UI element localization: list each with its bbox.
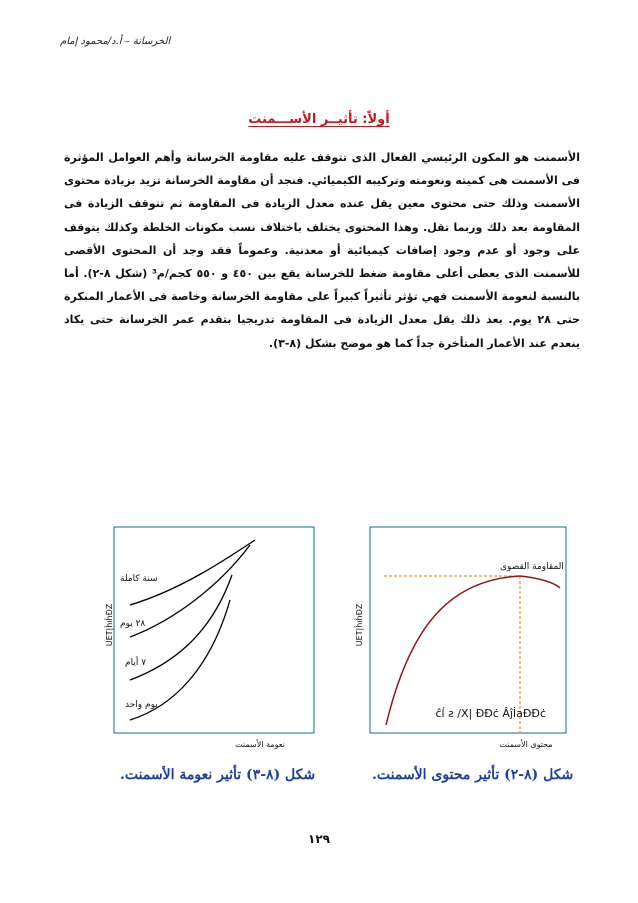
section-heading: أولاً: تأثيــر الأســـمنت <box>248 112 390 127</box>
strength-curve <box>386 576 560 725</box>
content-chart <box>350 525 570 755</box>
max-strength-label: المقاومة القصوى <box>500 562 564 572</box>
curve-label-28-days: ٢٨ يوم <box>120 619 146 629</box>
caption-figure-8-2: شكل (٨-٢) تأثير محتوى الأسمنت. <box>372 767 574 783</box>
curve-full-year <box>130 540 255 605</box>
curve-label-one-day: يوم واحد <box>125 700 158 710</box>
caption-figure-8-3: شكل (٨-٣) تأثير نعومة الأسمنت. <box>120 767 316 783</box>
curve-28-days <box>130 545 250 637</box>
figure-cement-content <box>350 525 570 755</box>
body-paragraph: الأسمنت هو المكون الرئيسي الفعال الذى تتوقف عليه مقاومة الخرسانة وأهم العوامل المؤثرة فى الأسمنت هى كميته ونعومته وتركيبه الكيميائي. فنجد أن مقاومة الخرسانة تزيد بزيادة محتوى الأسمنت وذلك حتى محتوى معين يقل عنده معدل الزيادة فى المقاومة ثم تتوقف الزيادة فى المقاومة بعد ذلك وربما تقل. وهذا المحتوى يختلف باختلاف نسب مكونات الخلطة وكذلك يتوقف على وجود أو عدم وجود إضافات كيميائية أو معدنية. وعموماً فقد وجد أن المحتوى الأقصى للأسمنت الذى يعطى أعلى مقاومة ضغط للخرسانة يقع بين ٤٥٠ و ٥٥٠ كجم/م³ (شكل ٨-٢). أما بالنسبة لنعومة الأسمنت فهي تؤثر تأثيراً كبيراً على مقاومة الخرسانة وخاصة فى الأعمار المبكرة حتى ٢٨ يوم. بعد ذلك يقل معدل الزيادة فى المقاومة تدريجيا بتقدم عمر الخرسانة حتى يكاد ينعدم عند الأعمار المتأخرة جداً كما هو موضح بشكل (٨-٣). <box>64 151 580 350</box>
x-axis-label: نعومة الأسمنت <box>235 740 285 749</box>
fineness-chart <box>100 525 320 755</box>
y-axis-label: UET|ĥıĥĐZ <box>355 603 364 647</box>
curve-label-7-days: ٧ أيام <box>125 658 147 668</box>
x-axis-label: محتوى الأسمنت <box>499 740 553 749</box>
figure-inner-text: ĉĺ ƨ /X| ĐĐċ ÂĵİaĐĐċ <box>435 707 546 720</box>
chart-frame <box>370 527 566 733</box>
figure-cement-fineness <box>100 525 320 755</box>
y-axis-label: UET|ĥıĥĐZ <box>105 603 114 647</box>
page-number: ١٢٩ <box>308 832 330 846</box>
curve-label-full-year: سنة كاملة <box>120 574 158 584</box>
running-header: الخرسانة – أ.د/محمود إمام <box>60 36 171 47</box>
